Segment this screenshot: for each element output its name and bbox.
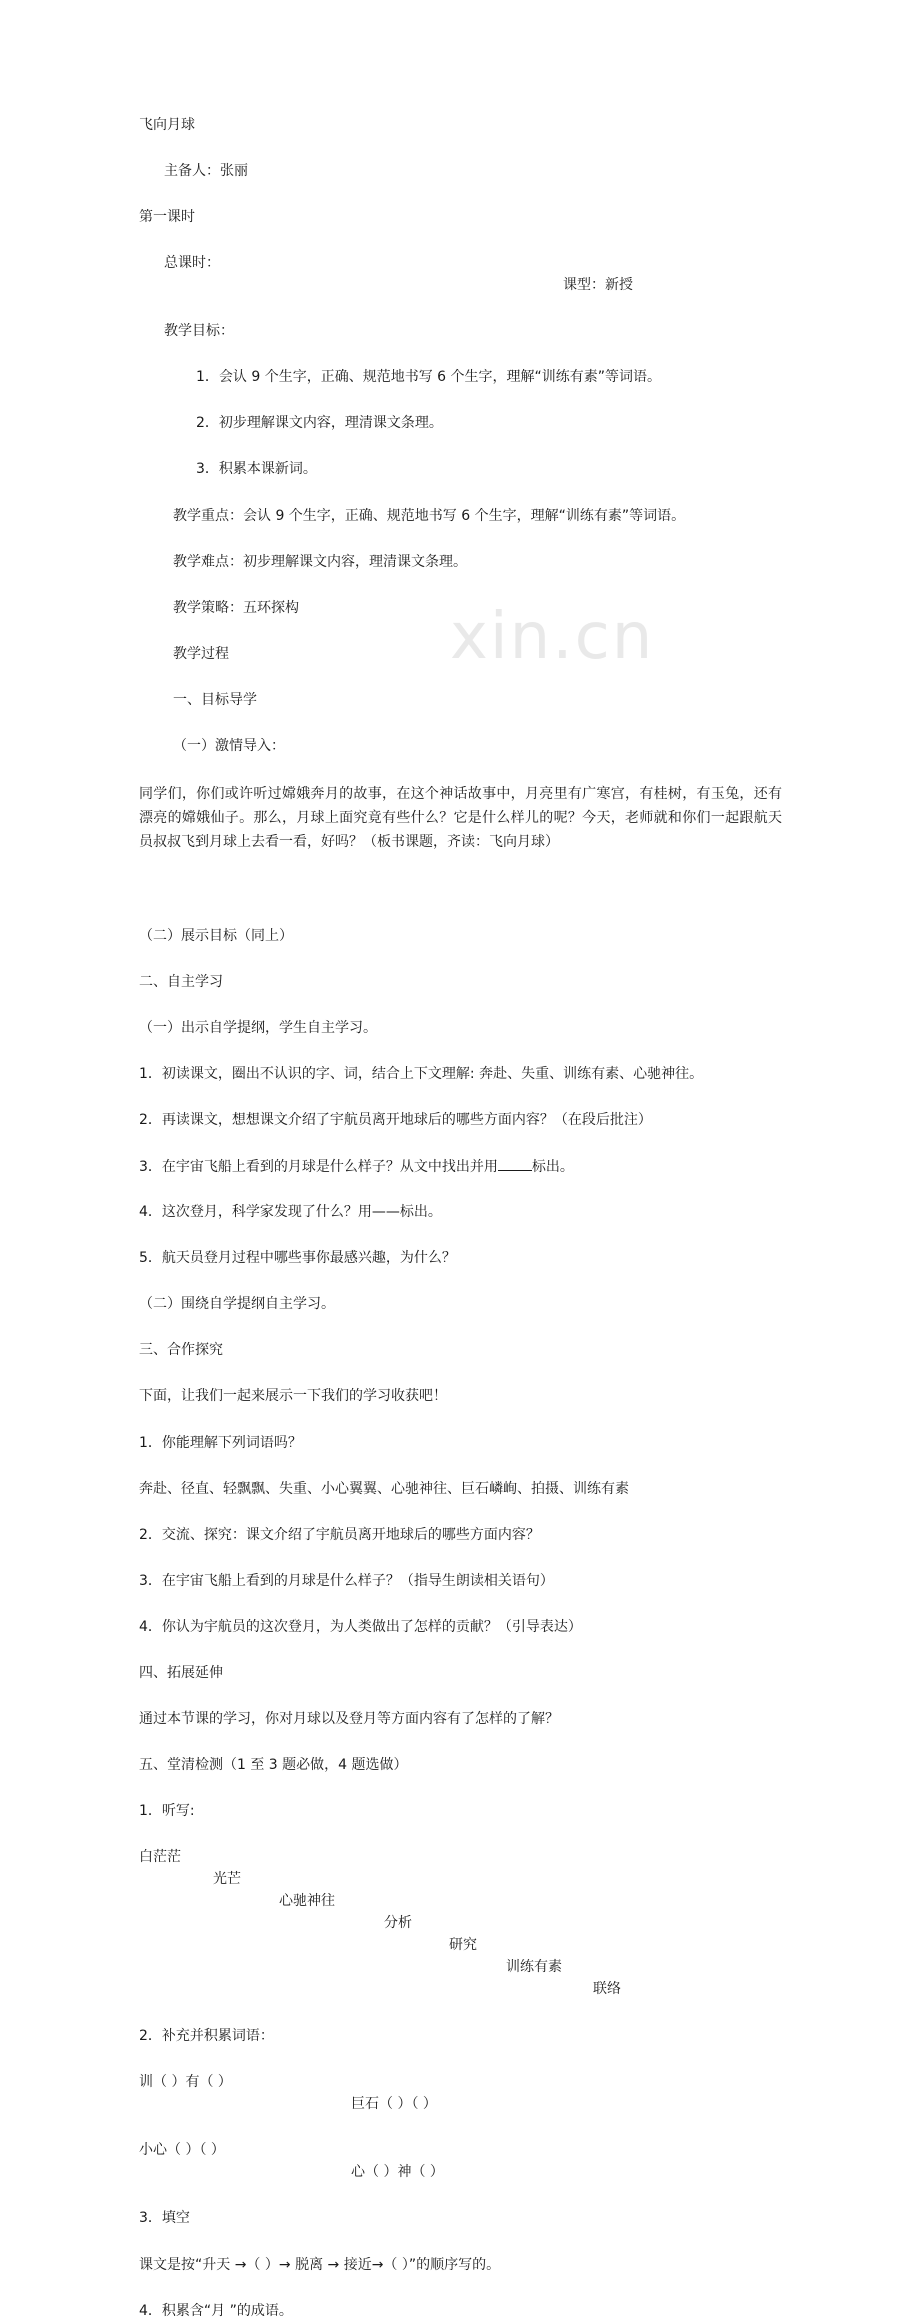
- dictation-word: 光芒: [213, 1871, 241, 1887]
- key-point: 教学重点：会认 9 个生字，正确、规范地书写 6 个生字，理解“训练有素”等词语。: [173, 508, 686, 524]
- study-item-text: 3．在宇宙飞船上看到的月球是什么样子？从文中找出并用: [139, 1159, 498, 1175]
- section-3-heading: 三、合作探究: [139, 1342, 223, 1358]
- section-4-heading: 四、拓展延伸: [139, 1665, 223, 1681]
- dictation-word: 白茫茫: [139, 1849, 181, 1865]
- explore-item: 2．交流、探究：课文介绍了宇航员离开地球后的哪些方面内容？: [139, 1527, 540, 1543]
- study-item-text-end: 标出。: [531, 1159, 574, 1175]
- goal-item: 1．会认 9 个生字，正确、规范地书写 6 个生字，理解“训练有素”等词语。: [196, 369, 662, 385]
- word-fill: 训（ ）有（ ）: [139, 2074, 232, 2090]
- lesson-label: 第一课时: [139, 209, 195, 225]
- section-4-text: 通过本节课的学习，你对月球以及登月等方面内容有了怎样的了解？: [139, 1711, 559, 1727]
- doc-title: 飞向月球: [139, 117, 195, 133]
- lesson-type: 课型：新授: [563, 277, 633, 293]
- question-3: 3．填空: [139, 2210, 190, 2226]
- question-4: 4．积累含“月 ”的成语。: [139, 2303, 293, 2319]
- underline-blank: [498, 1156, 532, 1171]
- goals-heading: 教学目标：: [164, 323, 234, 339]
- section-1-heading: 一、目标导学: [173, 692, 257, 708]
- difficulty: 教学难点：初步理解课文内容，理清课文条理。: [173, 554, 467, 570]
- watermark: xin.cn: [450, 600, 655, 674]
- section-1-sub-1: （一）激情导入：: [173, 738, 285, 754]
- question-1: 1．听写:: [139, 1803, 195, 1819]
- intro-paragraph: 同学们，你们或许听过嫦娥奔月的故事，在这个神话故事中，月亮里有广寒宫，有桂树，有玉兔，还有漂亮的嫦娥仙子。那么，月球上面究竟有些什么？它是什么样儿的呢？今天，老师就和你们一起跟航天员叔叔飞到月球上去看一看，好吗？（板书课题，齐读：飞向月球）: [139, 786, 782, 850]
- section-2-heading: 二、自主学习: [139, 974, 223, 990]
- dictation-word: 分析: [384, 1915, 412, 1931]
- word-fill: 小心（ ）（ ）: [139, 2142, 225, 2158]
- question-2: 2．补充并积累词语：: [139, 2028, 274, 2044]
- study-item: [139, 1156, 920, 1178]
- preparer: 主备人：张丽: [164, 163, 248, 179]
- dictation-word: 心驰神往: [279, 1893, 335, 1909]
- study-item: 1．初读课文，圈出不认识的字、词，结合上下文理解: 奔赴、失重、训练有素、心驰神往。: [139, 1066, 704, 1082]
- dictation-word: 训练有素: [506, 1959, 562, 1975]
- word-fill: 心（ ）神（ ）: [351, 2164, 444, 2180]
- dictation-word: 联络: [593, 1981, 621, 1997]
- word-fill: 巨石（ ）（ ）: [351, 2096, 437, 2112]
- goal-item: 2．初步理解课文内容，理清课文条理。: [196, 415, 443, 431]
- section-2-sub-1: （一）出示自学提纲，学生自主学习。: [139, 1020, 377, 1036]
- study-item: 2．再读课文，想想课文介绍了宇航员离开地球后的哪些方面内容？（在段后批注）: [139, 1112, 652, 1128]
- strategy: 教学策略：五环探构: [173, 600, 299, 616]
- question-3-text: 课文是按“升天 →（ ）→ 脱离 → 接近→（ ）”的顺序写的。: [139, 2257, 501, 2273]
- explore-item: 1．你能理解下列词语吗？: [139, 1435, 302, 1451]
- section-3-intro: 下面，让我们一起来展示一下我们的学习收获吧！: [139, 1388, 447, 1404]
- explore-item: 4．你认为宇航员的这次登月，为人类做出了怎样的贡献？（引导表达）: [139, 1619, 582, 1635]
- section-5-heading: 五、堂清检测（1 至 3 题必做，4 题选做）: [139, 1757, 408, 1773]
- explore-item: 奔赴、径直、轻飘飘、失重、小心翼翼、心驰神往、巨石嶙峋、拍摄、训练有素: [139, 1481, 629, 1497]
- section-2-sub-2: （二）围绕自学提纲自主学习。: [139, 1296, 335, 1312]
- goal-item: 3．积累本课新词。: [196, 461, 317, 477]
- explore-item: 3．在宇宙飞船上看到的月球是什么样子？（指导生朗读相关语句）: [139, 1573, 554, 1589]
- dictation-word: 研究: [449, 1937, 477, 1953]
- section-1-sub-2: （二）展示目标（同上）: [139, 928, 293, 944]
- study-item: 5．航天员登月过程中哪些事你最感兴趣，为什么？: [139, 1250, 456, 1266]
- total-hours: 总课时：: [164, 255, 220, 271]
- study-item: 4．这次登月，科学家发现了什么？用——标出。: [139, 1204, 442, 1220]
- process-heading: 教学过程: [173, 646, 229, 662]
